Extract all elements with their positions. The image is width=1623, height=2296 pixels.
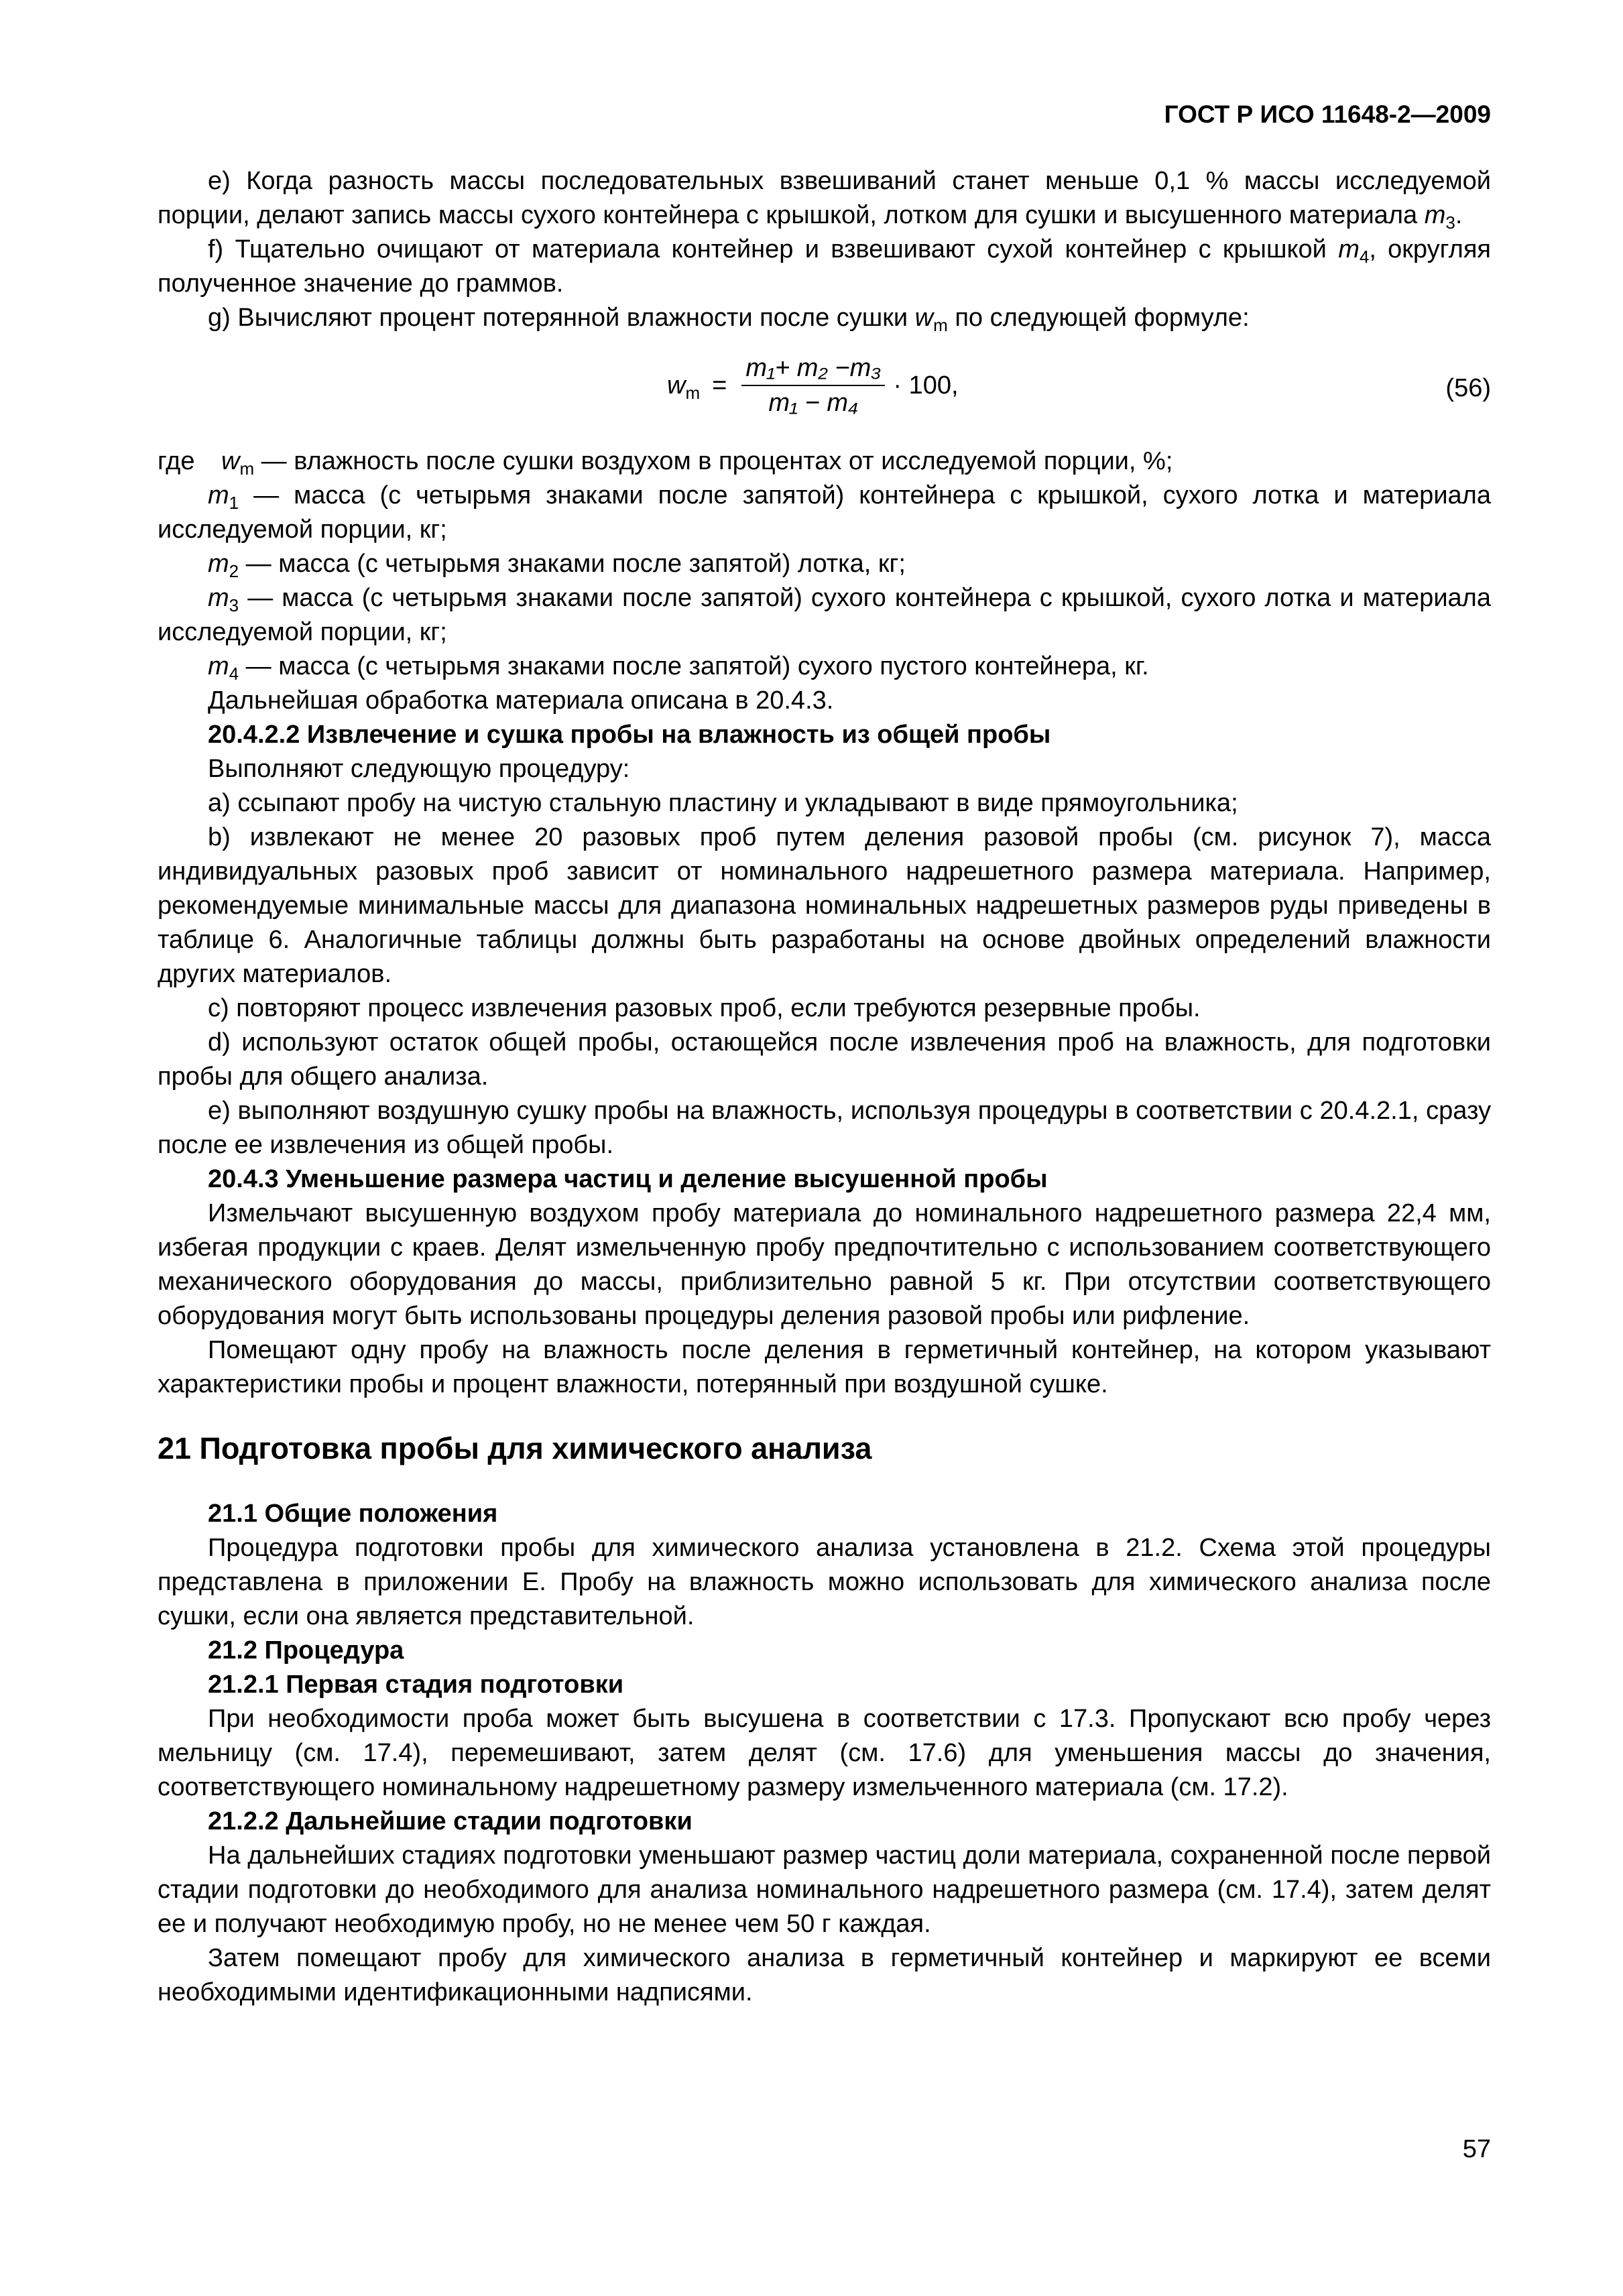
where-w: где $w_m$ — влажность после сушки воздухом в процентах от исследуемой порции, %; — [158, 447, 1173, 479]
heading-20-4-2-2: 20.4.2.2 Извлечение и сушка пробы на влажность из общей пробы — [208, 721, 1051, 749]
paragraph-b: b) извлекают не менее 20 разовых проб путем деления разовой пробы (см. рисунок 7), масса индивидуальных разовых проб зависит от номинального надрешетного размера материала. Например, рекомендуемые минимальные массы для диапазона номинальных надрешетных размеров руды приведены в таблице 6. Аналогичные таблицы должны быть разработаны на основе двойных определений влажности других материалов. — [158, 823, 1491, 988]
paragraph-g: g) Вычисляют процент потерянной влажности после сушки $w_m$ по следующей формуле: — [208, 304, 1250, 335]
document-header — [158, 101, 1491, 129]
paragraph-21-1: Процедура подготовки пробы для химического анализа установлена в 21.2. Схема этой процедуры представлена в приложении Е. Пробу на влажность можно использовать для химического анализа после сушки, если она является представительной. — [158, 1534, 1491, 1630]
paragraph-21-2-2-a: На дальнейших стадиях подготовки уменьшают размер частиц доли материала, сохраненной после первой стадии подготовки до необходимого для анализа номинального надрешетного размера (см. 17.4), затем делят ее и получают необходимую пробу, но не менее чем 50 г каждая. — [158, 1841, 1491, 1938]
where-m2: $m_2$ — масса (с четырьмя знаками после запятой) лотка, кг; — [208, 550, 906, 581]
heading-21-2-1: 21.2.1 Первая стадия подготовки — [208, 1671, 624, 1699]
paragraph-21-2-2-b: Затем помещают пробу для химического анализа в герметичный контейнер и маркируют ее всеми необходимыми идентификационными надписями. — [158, 1944, 1491, 2006]
paragraph-a: a) ссыпают пробу на чистую стальную пластину и укладывают в виде прямоугольника; — [208, 789, 1238, 817]
formula-56 — [158, 347, 1491, 438]
heading-21-1: 21.1 Общие положения — [208, 1500, 498, 1528]
paragraph-e-first: е) Когда разность массы последовательных взвешиваний станет меньше 0,1 % массы исследуемой порции, делают запись массы сухого контейнера с крышкой, лотком для сушки и высушенного материала $m_3$. — [158, 167, 1491, 233]
page-number: 57 — [1462, 2135, 1491, 2163]
formula-numerator: m₁+ m₂ −m₃ — [741, 353, 885, 386]
paragraph-f: f) Тщательно очищают от материала контейнер и взвешивают сухой контейнер с крышкой $m_4$, округляя полученное значение до граммов. — [158, 235, 1491, 298]
formula-expression: $w_m$ = $\frac{\text{m₁+ m₂ −m₃}}{\text{m₁ − m₄}}$ · 100, — [667, 354, 959, 417]
heading-section-21: 21 Подготовка пробы для химического анализа — [158, 1431, 872, 1465]
paragraph-further: Дальнейшая обработка материала описана в 20.4.3. — [208, 686, 834, 715]
where-m1: $m_1$ — масса (с четырьмя знаками после запятой) контейнера с крышкой, сухого лотка и материала исследуемой порции, кг; — [158, 481, 1491, 544]
formula-fraction — [741, 353, 885, 418]
paragraph-20-4-3-a: Измельчают высушенную воздухом пробу материала до номинального надрешетного размера 22,4 мм, избегая продукции с краев. Делят измельченную пробу предпочтительно с использованием соответствующего механического оборудования до массы, приблизительно равной 5 кг. При отсутствии соответствующего оборудования могут быть использованы процедуры деления разовой пробы или рифление. — [158, 1199, 1491, 1330]
equation-number: (56) — [1445, 374, 1491, 402]
page-body — [158, 164, 1491, 2010]
paragraph-procedure: Выполняют следующую процедуру: — [208, 755, 630, 783]
document-id: ГОСТ Р ИСО 11648-2—2009 — [1164, 101, 1491, 128]
paragraph-e-second: e) выполняют воздушную сушку пробы на влажность, используя процедуры в соответствии с 20.4.2.1, сразу после ее извлечения из общей пробы. — [158, 1097, 1491, 1159]
where-m3: $m_3$ — масса (с четырьмя знаками после запятой) сухого контейнера с крышкой, сухого лотка и материала исследуемой порции, кг; — [158, 584, 1491, 646]
paragraph-c: c) повторяют процесс извлечения разовых проб, если требуются резервные пробы. — [208, 994, 1201, 1022]
paragraph-d: d) используют остаток общей пробы, остающейся после извлечения проб на влажность, для подготовки пробы для общего анализа. — [158, 1028, 1491, 1091]
where-m4: $m_4$ — масса (с четырьмя знаками после запятой) сухого пустого контейнера, кг. — [208, 652, 1149, 684]
paragraph-20-4-3-b: Помещают одну пробу на влажность после деления в герметичный контейнер, на котором указывают характеристики пробы и процент влажности, потерянный при воздушной сушке. — [158, 1336, 1491, 1398]
heading-21-2-2: 21.2.2 Дальнейшие стадии подготовки — [208, 1807, 693, 1835]
heading-21-2: 21.2 Процедура — [208, 1636, 404, 1665]
formula-denominator: m₁ − m₄ — [768, 389, 859, 417]
heading-20-4-3: 20.4.3 Уменьшение размера частиц и деление высушенной пробы — [208, 1165, 1048, 1193]
paragraph-21-2-1: При необходимости проба может быть высушена в соответствии с 17.3. Пропускают всю пробу через мельницу (см. 17.4), перемешивают, затем делят (см. 17.6) для уменьшения массы до значения, соответствующего номинальному надрешетному размеру измельченного материала (см. 17.2). — [158, 1705, 1491, 1801]
